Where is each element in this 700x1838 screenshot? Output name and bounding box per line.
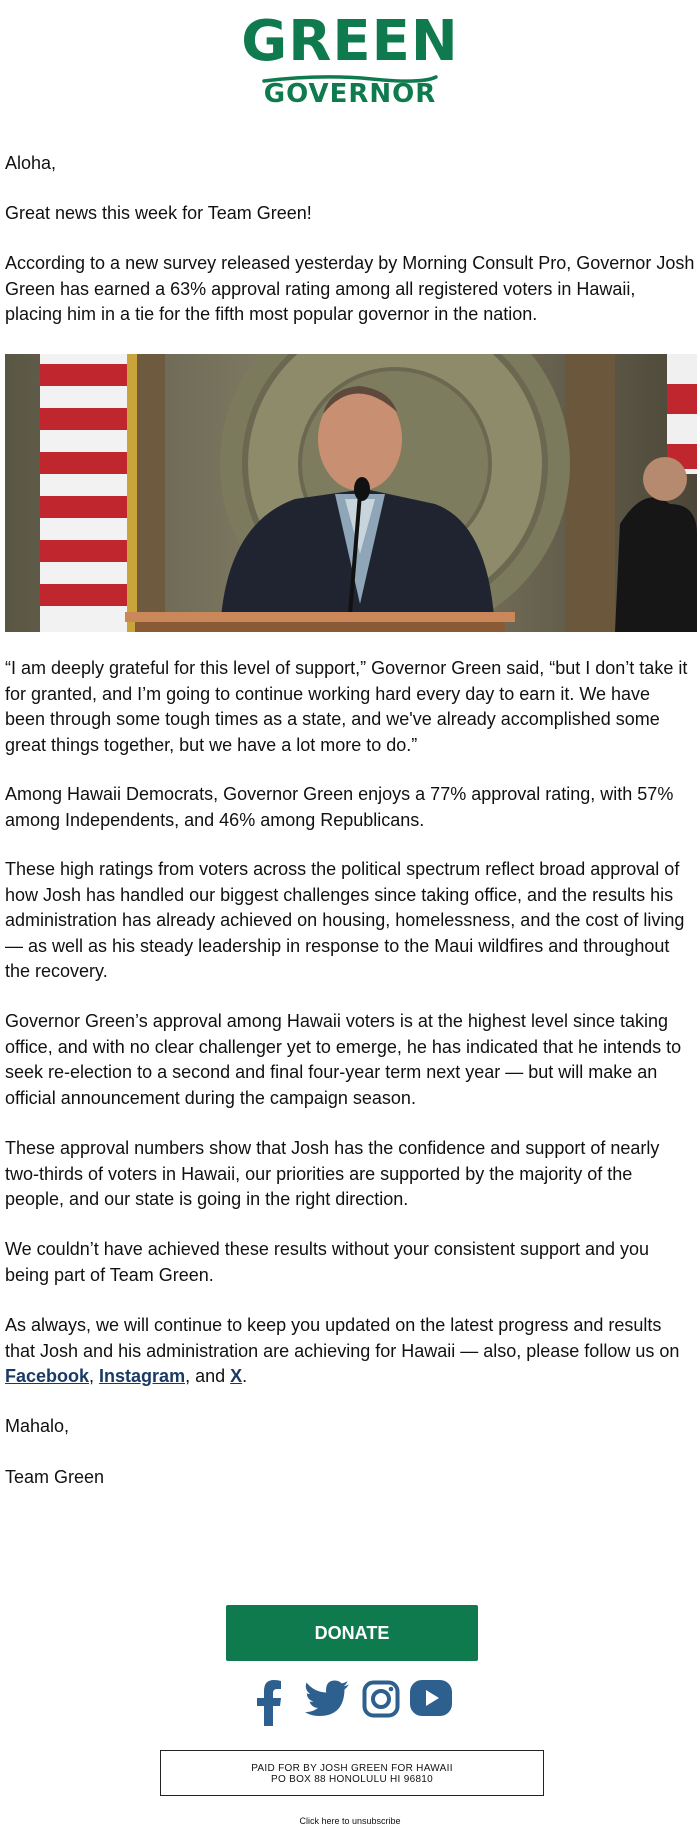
logo-line-governor: GOVERNOR	[263, 79, 437, 109]
governor-speaking-photo	[5, 354, 697, 632]
twitter-icon[interactable]	[305, 1680, 349, 1718]
paragraph-high-ratings: These high ratings from voters across the political spectrum reflect broad approval of how Josh has handled our biggest challenges since taking office, and the results his administration has already achieved on housing, homelessness, and the cost of living — as well as his steady leadership in response to the Maui wildfires and throughout the recovery.	[5, 859, 685, 981]
logo-swoosh-icon	[262, 74, 438, 84]
paragraph-partisan-approval: Among Hawaii Democrats, Governor Green enjoys a 77% approval rating, with 57% among Independents, and 46% among Republicans.	[5, 784, 674, 830]
period: .	[242, 1366, 248, 1386]
logo-line-green: GREEN	[241, 9, 459, 74]
signature: Team Green	[5, 1467, 105, 1487]
green-governor-logo	[0, 9, 700, 109]
instagram-link[interactable]: Instagram	[99, 1366, 186, 1386]
facebook-link[interactable]: Facebook	[5, 1366, 90, 1386]
youtube-icon[interactable]	[410, 1680, 452, 1716]
unsubscribe-link[interactable]: Click here to unsubscribe	[299, 1816, 401, 1826]
paragraph-reelection: Governor Green’s approval among Hawaii voters is at the highest level since taking office, and with no clear challenger yet to emerge, he has indicated that he intends to seek re-election to a second and final four-year term next year — but will make an official announcement during the campaign season.	[5, 1011, 682, 1108]
social-icons-row	[0, 1680, 700, 1730]
paragraph-follow-us	[5, 1313, 695, 1390]
paid-for-disclaimer	[160, 1750, 544, 1796]
paragraph-quote: “I am deeply grateful for this level of support,” Governor Green said, “but I don’t take it for granted, and I’m going to continue working hard every day to earn it. We have been through some tough times as a state, and we've already accomplished some great things together, but we have a lot more to do.”	[5, 658, 688, 755]
follow-us-text: As always, we will continue to keep you updated on the latest progress and results that Josh and his administration are achieving for Hawaii — also, please follow us on	[5, 1315, 680, 1361]
instagram-icon[interactable]	[362, 1680, 400, 1718]
donate-button[interactable]: DONATE	[226, 1605, 478, 1661]
signoff: Mahalo,	[5, 1416, 70, 1436]
facebook-icon[interactable]	[255, 1680, 283, 1726]
separator-2: , and	[185, 1366, 231, 1386]
paid-for-line-1: PAID FOR BY JOSH GREEN FOR HAWAII	[251, 1763, 453, 1774]
paid-for-line-2: PO BOX 88 HONOLULU HI 96810	[270, 1774, 434, 1785]
paragraph-thanks: We couldn’t have achieved these results without your consistent support and you being part of Team Green.	[5, 1239, 650, 1285]
paragraph-survey: According to a new survey released yesterday by Morning Consult Pro, Governor Josh Green has earned a 63% approval rating among all registered voters in Hawaii, placing him in a tie for the fifth most popular governor in the nation.	[5, 253, 695, 324]
paragraph-approval-numbers: These approval numbers show that Josh has the confidence and support of nearly two-thirds of voters in Hawaii, our priorities are supported by the majority of the people, and our state is going in the right direction.	[5, 1138, 660, 1209]
paragraph-intro: Great news this week for Team Green!	[5, 203, 312, 223]
separator-1: ,	[89, 1366, 100, 1386]
x-link[interactable]: X	[230, 1366, 243, 1386]
greeting: Aloha,	[5, 153, 57, 173]
